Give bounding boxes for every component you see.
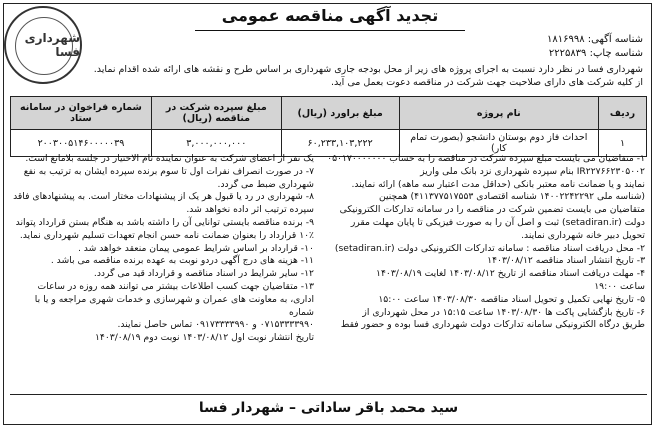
- notice-meta: [547, 33, 643, 61]
- condition-line: یک نفر از اعضای شرکت به عنوان نماینده تام الاختیار در جلسه بلامانع است.: [25, 153, 314, 164]
- conditions-right-column: [327, 153, 645, 332]
- intro-line-2: از کلیه شرکت های دارای صلاحیت جهت شرکت در مناقصه دعوت بعمل می آید.: [331, 77, 643, 88]
- condition-line: سپرده ترتیب اثر داده نخواهد شد.: [186, 204, 314, 216]
- condition-line: ۱- متقاضیان می بایست مبلغ سپرده شرکت در مناقصه را به حساب ۰۵۰۱۷۰۰۰۰۰۰۰ IR۲۲۷۶۶۲۳۰۵۰۰۲ بنام سپرده شهرداری نزد بانک ملی واریز: [327, 153, 645, 177]
- signature: سید محمد باقر ساداتی – شهردار فسا: [198, 400, 459, 416]
- condition-line: اداری، به معاونت های عمران و شهرسازی و خدمات شهری مراجعه و یا با شماره: [34, 293, 314, 318]
- cell-project-name: احداث فاز دوم بوستان دانشجو (بصورت تمام کار): [399, 130, 599, 157]
- condition-line: ۹- برنده مناقصه بایستی توانایی آن را داشته باشد به هنگام بستن قرارداد پتواند: [15, 216, 314, 228]
- table-header-row: [11, 97, 647, 130]
- header-row-number: ردیف: [599, 97, 647, 130]
- condition-line: ۱۰٪ قرارداد را بعنوان ضمانت نامه حسن انجام تعهدات تسلیم شهرداری نماید.: [19, 229, 314, 241]
- condition-line: ۳- تاریخ انتشار اسناد مناقصه ۱۴۰۳/۰۸/۱۲: [487, 255, 645, 267]
- cell-call-number: ۲۰۰۳۰۰۵۱۴۶۰۰۰۰۰۳۹: [11, 130, 152, 157]
- publish-dates: تاریخ انتشار نوبت اول ۱۴۰۳/۰۸/۱۲ نوبت دوم ۱۴۰۳/۰۸/۱۹: [94, 332, 314, 344]
- condition-line: طریق درگاه الکترونیکی سامانه تدارکات دولت شهرداری فسا بوده و حضور فقط: [340, 319, 645, 331]
- condition-line: ۱۲- سایر شرایط در اسناد مناقصه و قرارداد قید می گردد.: [93, 268, 314, 280]
- cell-row-number: ۱: [599, 130, 647, 157]
- tender-table: [10, 96, 647, 157]
- condition-line: ۲- محل دریافت اسناد مناقصه : سامانه تدارکات الکترونیکی دولت (setadiran.ir): [334, 242, 645, 254]
- header-deposit: مبلغ سپرده شرکت در مناقصه (ریال): [151, 97, 281, 130]
- intro-text: [60, 63, 643, 89]
- footer-divider: [10, 394, 647, 395]
- condition-line: تحویل دبیر خانه شهرداری نمایند.: [521, 229, 645, 241]
- header-project-name: نام پروژه: [399, 97, 599, 130]
- conditions-left-column: [10, 153, 314, 345]
- intro-line-1: شهرداری فسا در نظر دارد نسبت به اجرای پروژه های زیر از محل بودجه جاری شهرداری بر اساس طرح و نقشه های ارائه شده اقدام نماید.: [93, 64, 643, 75]
- condition-line: ۴- مهلت دریافت اسناد مناقصه از تاریخ ۱۴۰۳/۰۸/۱۲ لغایت ۱۴۰۳/۰۸/۱۹: [376, 268, 645, 280]
- condition-line: ۱۳- متقاضیان جهت کسب اطلاعات بیشتر می توانند همه روزه در ساعات: [37, 280, 314, 292]
- condition-line: ۶- تاریخ بازگشایی پاکت ها ۱۴۰۳/۰۸/۳۰ ساعت ۱۵:۱۵ در محل شهرداری از: [362, 306, 645, 318]
- condition-line: ۵- تاریخ نهایی تکمیل و تحویل اسناد مناقصه ۱۴۰۳/۰۸/۳۰ ساعت ۱۵:۰۰: [378, 293, 645, 305]
- ad-number: شناسه آگهی: ۱۸۱۶۹۹۸: [546, 34, 643, 45]
- condition-line: شهرداری ضبط می گردد.: [217, 178, 314, 190]
- header-estimate: مبلغ براورد (ریال): [281, 97, 399, 130]
- seal-text: شهرداری فسا: [24, 31, 80, 59]
- header-call-number: شماره فراخوان در سامانه ستاد: [11, 97, 152, 130]
- page-title: تجدید آگهی مناقصه عمومی: [221, 6, 439, 25]
- condition-line: دولت (setadiran.ir) ثبت و اصل آن را به صورت فیزیکی تا پایان مهلت مقرر: [350, 216, 645, 228]
- condition-line: ۰۷۱۵۳۳۳۳۹۹۰ و ۰۹۱۷۳۳۳۳۹۹۰ تماس حاصل نمایند.: [117, 319, 314, 331]
- condition-line: ۱۰- قرارداد بر اساس شرایط عمومی پیمان منعقد خواهد شد .: [77, 242, 314, 254]
- condition-line: ۸- شهرداری در رد یا قبول هر یک از پیشنهادات مختار است. به پیشنهادهای فاقد: [13, 191, 314, 203]
- title-underline: [195, 30, 465, 31]
- condition-line: ۱۱- هزینه های درج آگهی دردو نوبت به عهده برنده مناقصه می باشد .: [50, 255, 314, 267]
- condition-line: ۷- در صورت انصراف نفرات اول تا سوم برنده سپرده ایشان به ترتیب به نفع: [23, 165, 314, 177]
- condition-line: نمایند و یا ضمانت نامه معتبر بانکی (حداقل مدت اعتبار سه ماهه) ارائه نمایند.: [351, 178, 645, 190]
- cell-deposit: ۳,۰۰۰,۰۰۰,۰۰۰: [151, 130, 281, 157]
- print-number: شناسه چاپ: ۲۲۲۵۸۳۹: [548, 48, 643, 59]
- condition-line: (شناسه ملی ۱۴۰۰۲۲۴۲۲۹۲ شناسه اقتصادی ۴۱۱۳۷۷۵۱۷۵۵۳) همچنین: [378, 191, 645, 203]
- condition-line: متقاضیان می بایست تضمین شرکت در مناقصه را در سامانه تدارکات الکترونیکی: [339, 204, 645, 216]
- cell-estimate: ۶۰,۲۳۳,۱۰۳,۲۲۲: [281, 130, 399, 157]
- condition-line: ساعت ۱۹:۰۰: [594, 280, 645, 292]
